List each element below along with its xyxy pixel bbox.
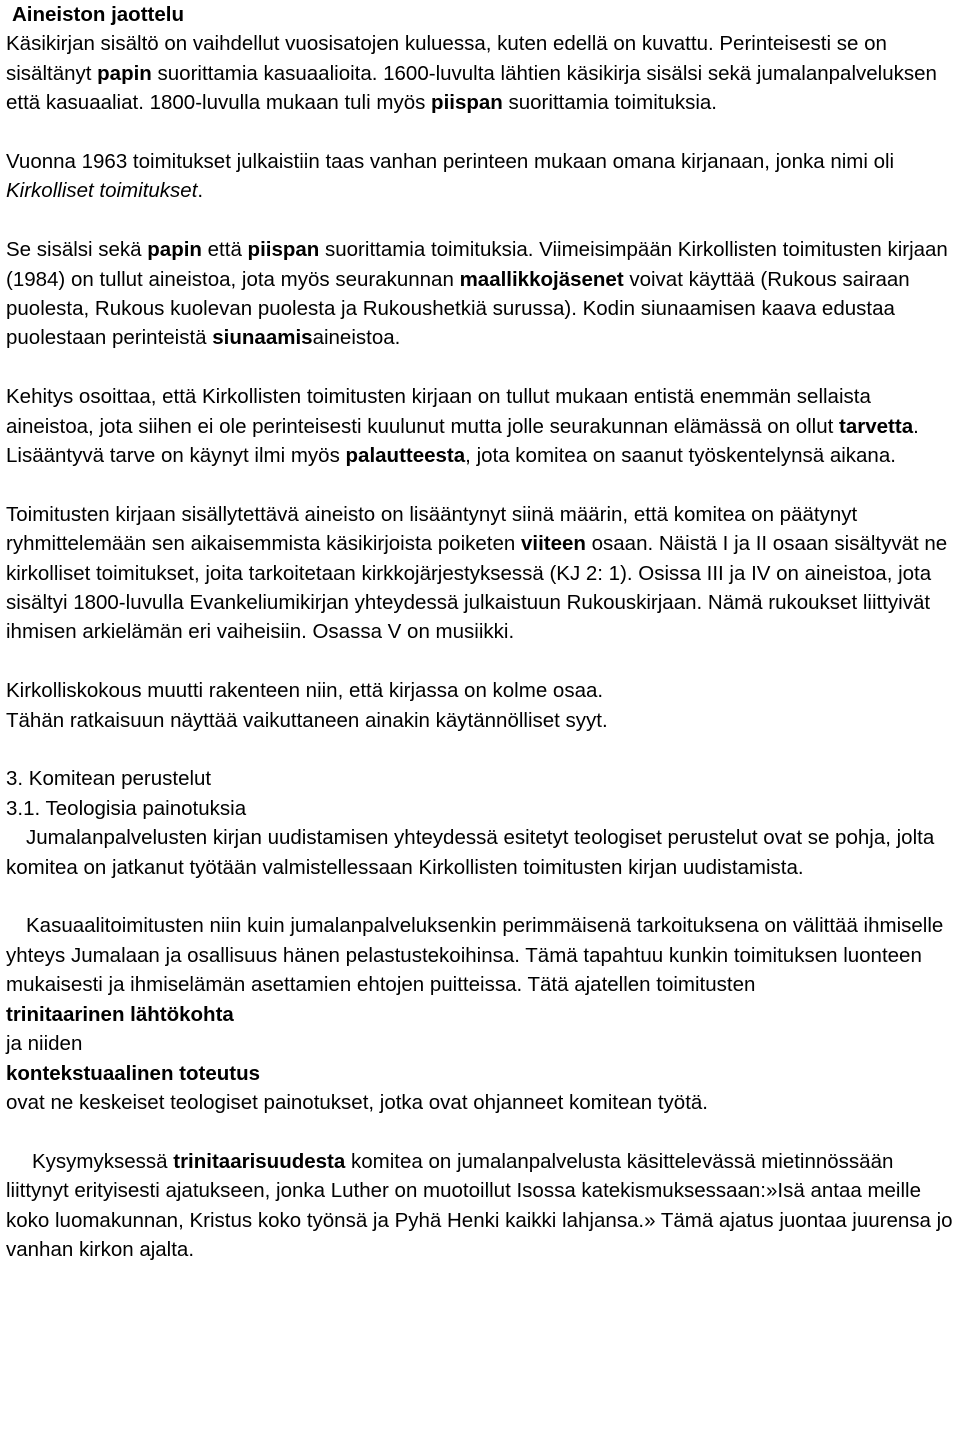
text-line: Kirkolliskokous muutti rakenteen niin, että kirjassa on kolme osaa. [6, 679, 604, 703]
text-run: suorittamia kasuaalioita. 1600-luvulta lähtien käsikirja sisälsi sekä jumalanpalveluksen että kasuaaliat. 1800-luvulla mukaan tuli myös [6, 61, 937, 115]
section-3-title: 3. Komitean perustelut [6, 767, 212, 791]
paragraph-1963 [6, 147, 954, 206]
text-run: voivat käyttää (Rukous sairaan puolesta, Rukous kuolevan puolesta ja Rukoushetkiä surussa). Kodin siunaamisen kaava edustaa puolestaan perinteistä [6, 267, 910, 350]
text-run: aineistoa. [312, 326, 401, 350]
text-run: Se sisälsi sekä [6, 238, 148, 262]
section-heading: Aineiston jaottelu [12, 3, 184, 26]
text-run: Käsikirjan sisältö on vaihdellut vuosisatojen kuluessa, kuten edellä on kuvattu. Perinteisesti se on sisältänyt [6, 32, 887, 85]
bold-term: palautteesta [345, 444, 466, 468]
paragraph-contents [6, 235, 954, 353]
text-run: Toimitusten kirjaan sisällytettävä aineisto on lisääntynyt siinä määrin, että komitea on päätynyt ryhmittelemään sen aikaisemmista käsikirjoista poiketen [6, 502, 858, 556]
bold-term: papin [147, 238, 202, 262]
text-run: . Lisääntyvä tarve on käynyt ilmi myös [6, 414, 919, 468]
text-run: Kehitys osoittaa, että Kirkollisten toimitusten kirjaan on tullut mukaan entistä enemmän sellaista aineistoa, jota siihen ei ole perinteisesti kuulunut mutta jolle seurakunnan elämässä on ollut [6, 385, 871, 438]
bold-term: piispan [247, 238, 320, 262]
section-3-1-title: 3.1. Teologisia painotuksia [6, 796, 247, 820]
text-run: ovat ne keskeiset teologiset painotukset, jotka ovat ohjanneet komitean työtä. [6, 1090, 708, 1114]
text-run: ja niiden [6, 1032, 83, 1056]
bold-term: tarvetta [839, 414, 914, 438]
paragraph-five-parts [6, 500, 954, 647]
paragraph-manual-history [6, 29, 954, 117]
text-run: suorittamia toimituksia. Viimeisimpään Kirkollisten toimitusten kirjaan (1984) on tullut aineistoa, jota myös seurakunnan [6, 238, 948, 291]
text-line: Tähän ratkaisuun näyttää vaikuttaneen ainakin käytännölliset syyt. [6, 708, 608, 732]
text-run: . [197, 179, 204, 203]
italic-title: Kirkolliset toimitukset [6, 179, 198, 203]
text-run: Kysymyksessä [32, 1149, 174, 1173]
text-run: suorittamia toimituksia. [502, 91, 717, 115]
paragraph-church-assembly [6, 676, 954, 735]
paragraph-theological-basis: Jumalanpalvelusten kirjan uudistamisen yhteydessä esitetyt teologiset perustelut ovat se pohja, jolta komitea on jatkanut työtään valmistellessaan Kirkollisten toimitusten kirjan uudistamista. [6, 826, 935, 879]
text-run: Kasuaalitoimitusten niin kuin jumalanpalveluksenkin perimmäisenä tarkoituksena on välittää ihmiselle yhteys Jumalaan ja osallisuus hänen pelastustekoihinsa. Tämä tapahtuu kunkin toimituksen luonteen mukaisesti ja ihmiselämän asettamien ehtojen puitteissa. Tätä ajatellen toimitusten [6, 914, 944, 997]
paragraph-development [6, 382, 954, 470]
paragraph-trinitarian [6, 1147, 954, 1265]
bold-term: kontekstuaalinen toteutus [6, 1061, 261, 1085]
bold-term: trinitaarisuudesta [173, 1149, 346, 1173]
bold-term: papin [97, 61, 152, 85]
bold-term: piispan [431, 91, 503, 115]
paragraph-casual-services [6, 911, 954, 1117]
bold-term: maallikkojäsenet [459, 267, 624, 291]
text-run: osaan. Näistä I ja II osaan sisältyvät ne kirkolliset toimitukset, joita tarkoitetaan kirkkojärjestyksessä (KJ 2: 1). Osissa III ja IV on aineistoa, jota sisältyi 1800-luvulla Evankeliumikirjan yhteydessä julkaistuun Rukouskirjaan. Nämä rukoukset liittyivät ihmisen arkielämän eri vaiheisiin. Osassa V on musiikki. [6, 532, 948, 644]
text-run: että [201, 238, 248, 262]
bold-term: viiteen [520, 532, 586, 556]
bold-term: trinitaarinen lähtökohta [6, 1002, 234, 1026]
text-run: Vuonna 1963 toimitukset julkaistiin taas vanhan perinteen mukaan omana kirjanaan, jonka nimi oli [6, 150, 895, 174]
text-run: , jota komitea on saanut työskentelynsä aikana. [465, 444, 896, 468]
bold-term: siunaamis [212, 326, 313, 350]
text-run: komitea on jumalanpalvelusta käsittelevässä mietinnössään liittynyt erityisesti ajatukseen, jonka Luther on muotoillut Isossa katekismuksessaan:»Isä antaa meille koko luomakunnan, Kristus koko työnsä ja Pyhä Henki kaikki lahjansa.» Tämä ajatus juontaa juurensa jo vanhan kirkon ajalta. [6, 1149, 953, 1261]
